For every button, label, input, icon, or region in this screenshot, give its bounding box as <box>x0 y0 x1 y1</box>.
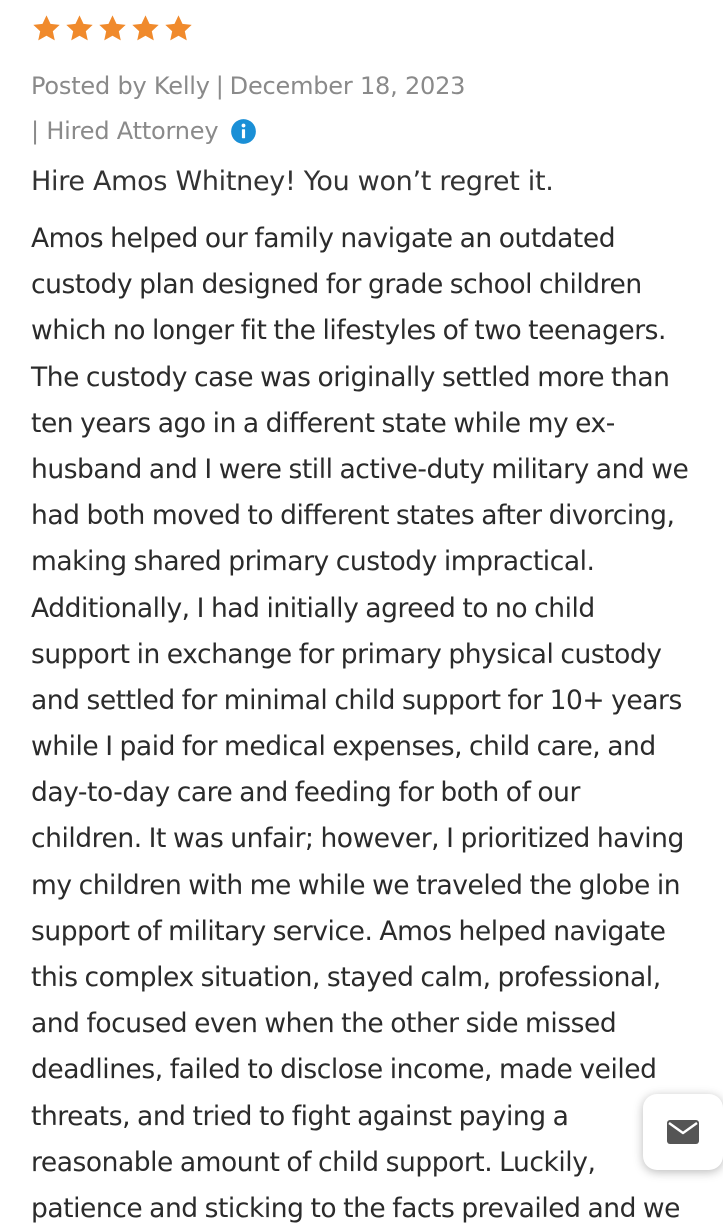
review-body-line: day-to-day care and feeding for both of our <box>31 777 580 809</box>
star-icon <box>97 13 128 44</box>
review-body-line: patience and sticking to the facts prevailed and we <box>31 1192 681 1224</box>
star-icon <box>31 13 62 44</box>
review-body-line: and settled for minimal child support for 10+ years <box>31 684 682 716</box>
review-body-line: while I paid for medical expenses, child care, and <box>31 731 656 763</box>
review-title: Hire Amos Whitney! You won’t regret it. <box>31 166 554 197</box>
meta-separator: | <box>31 117 39 145</box>
review-body-line: husband and I were still active-duty military and we <box>31 453 689 485</box>
review-body-line: deadlines, failed to disclose income, made veiled <box>31 1054 657 1086</box>
star-icon <box>130 13 161 44</box>
review-body-line: custody plan designed for grade school children <box>31 269 642 301</box>
review-body-line: ten years ago in a different state while my ex- <box>31 407 615 439</box>
star-rating <box>31 10 716 46</box>
review-body-line: had both moved to different states after divorcing, <box>31 500 675 532</box>
review-body-line: and focused even when the other side missed <box>31 1008 617 1040</box>
review-body-line: The custody case was originally settled more than <box>31 361 670 393</box>
star-icon <box>64 13 95 44</box>
review-body-line: threats, and tried to fight against paying a <box>31 1100 569 1132</box>
envelope-icon <box>666 1119 700 1145</box>
author-prefix: Posted by <box>31 72 147 100</box>
review-body-line: reasonable amount of child support. Luckily, <box>31 1146 596 1178</box>
review-card <box>31 10 716 1232</box>
review-body-line: which no longer fit the lifestyles of two teenagers. <box>31 315 666 347</box>
star-icon <box>163 13 194 44</box>
review-body-line: support in exchange for primary physical custody <box>31 638 662 670</box>
review-body-line: Additionally, I had initially agreed to no child <box>31 592 595 624</box>
review-body-line: this complex situation, stayed calm, professional, <box>31 962 661 993</box>
review-body-line: support of military service. Amos helped navigate <box>31 915 666 947</box>
review-body-line: my children with me while we traveled the globe in <box>31 869 681 901</box>
review-body-line: Amos helped our family navigate an outdated <box>31 223 616 254</box>
meta-separator: | <box>215 72 224 100</box>
author-name: Kelly <box>153 72 210 100</box>
review-body <box>31 216 716 1232</box>
review-body-line: making shared primary custody impractical. <box>31 546 595 578</box>
review-body-line: children. It was unfair; however, I prioritized having <box>31 823 684 855</box>
info-circle-icon[interactable] <box>230 118 257 145</box>
contact-mail-button[interactable] <box>643 1094 723 1170</box>
review-meta <box>31 64 716 154</box>
review-date: December 18, 2023 <box>229 72 466 100</box>
hired-status: Hired Attorney <box>46 117 219 145</box>
